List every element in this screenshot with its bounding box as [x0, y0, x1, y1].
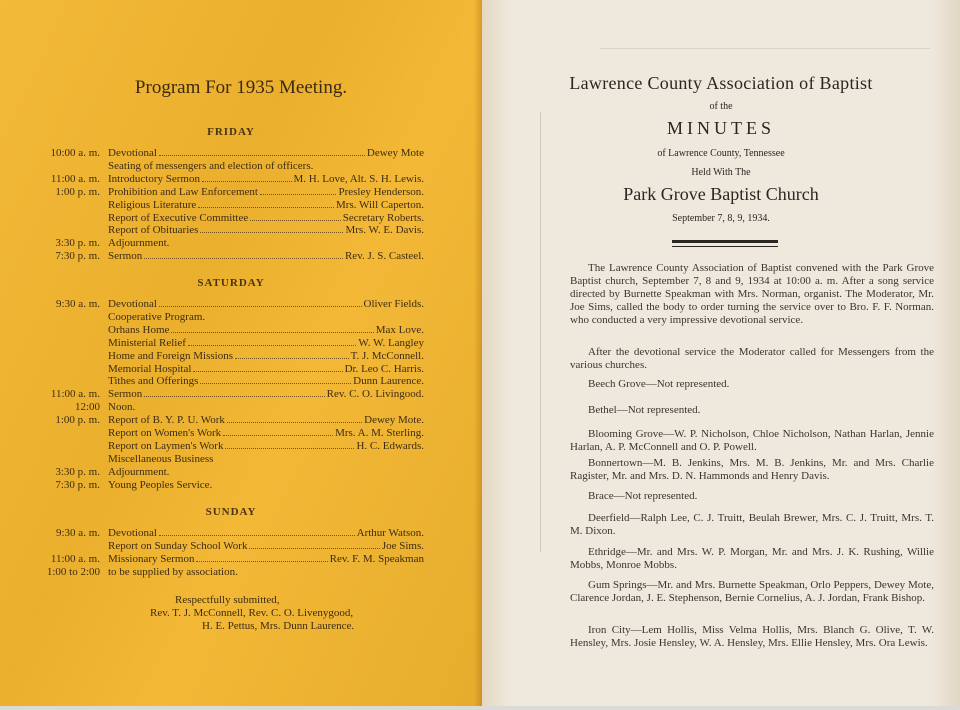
program-row [0, 527, 440, 540]
program-row [0, 147, 440, 160]
dot-leader [227, 414, 362, 423]
program-item: Noon. [108, 401, 136, 414]
dot-leader [225, 440, 354, 449]
church-messengers-entry: Iron City—Lem Hollis, Miss Velma Hollis, Mrs. Blanch G. Olive, T. W. Hensley, Mrs. Josie Hensley, W. A. Hensley, Mrs. Ellie Hensley, Mrs. Ora Lewis. [570, 624, 934, 649]
program-person: H. C. Edwards. [356, 439, 424, 452]
church-messengers-entry: Ethridge—Mr. and Mrs. W. P. Morgan, Mr. and Mrs. J. K. Rushing, Willie Mobbs, Monroe Mobbs. [570, 546, 934, 571]
program-person: Rev. C. O. Livingood. [326, 388, 424, 401]
church-messengers-entry: Bethel—Not represented. [588, 404, 701, 416]
program-row [0, 375, 440, 388]
church-messengers-entry: Bonnertown—M. B. Jenkins, Mrs. M. B. Jenkins, Mr. and Mrs. Charlie Ragister, Mr. and Mrs. D. N. Hammonds and Henry Davis. [570, 457, 934, 482]
submitted-line-2: Rev. T. J. McConnell, Rev. C. O. Livenygood, [150, 607, 354, 619]
program-row [0, 324, 440, 337]
program-item: Report on Women's Work [108, 427, 222, 439]
dot-leader [159, 147, 365, 156]
church-messengers-entry: Beech Grove—Not represented. [588, 378, 730, 390]
dot-leader [193, 363, 342, 372]
program-item: Report of Executive Committee [108, 211, 249, 224]
program-item: Prohibition and Law Enforcement [108, 185, 258, 198]
program-item: Cooperative Program. [108, 310, 206, 323]
program-item: Devotional [108, 298, 157, 310]
program-person: Rev. J. S. Casteel. [344, 250, 424, 263]
submitted-line-1: Respectfully submitted, [175, 594, 280, 606]
bleed-through-header-rule [600, 48, 930, 49]
association-title: Lawrence County Association of Baptist [569, 73, 873, 93]
program-item: Adjournment. [108, 465, 170, 478]
day-heading-friday: FRIDAY [207, 126, 255, 138]
day-heading-sunday: SUNDAY [205, 506, 257, 518]
dot-leader [196, 553, 327, 562]
program-row [0, 186, 440, 199]
program-time: 7:30 p. m. [55, 478, 100, 491]
minutes-paragraph: The Lawrence County Association of Baptist convened with the Park Grove Baptist church, September 7, 8 and 9, 1934 at 10:00 a. m. After a song service directed by Burnette Speakman with Mrs. Norman, organist. The Moderator, Mr. Joe Sims, called the body to order turning the service over to Bro. F. F. Norman. who conducted a very impressive devotional service. [570, 262, 934, 326]
church-messengers-entry: Deerfield—Ralph Lee, C. J. Truitt, Beulah Brewer, Mrs. C. J. Truitt, Mrs. T. M. Dixon. [570, 512, 934, 537]
program-row [0, 250, 440, 263]
program-row [0, 553, 440, 566]
program-time: 1:00 p. m. [55, 414, 100, 427]
program-row [0, 212, 440, 225]
title-rule-thick [672, 240, 778, 243]
program-person: T. J. McConnell. [350, 349, 424, 362]
dot-leader [198, 199, 334, 208]
program-time: 9:30 a. m. [56, 298, 100, 310]
program-item: Missionary Sermon [108, 552, 195, 565]
program-item: Sermon [108, 388, 143, 401]
program-time: 9:30 a. m. [56, 527, 100, 539]
program-time: 3:30 p. m. [55, 237, 100, 250]
dot-leader [171, 324, 373, 333]
program-item: Religious Literature [108, 198, 197, 211]
program-person: Arthur Watson. [356, 527, 424, 539]
program-person: Oliver Fields. [363, 298, 424, 310]
program-person: Dewey Mote [366, 147, 424, 159]
dot-leader [144, 250, 343, 259]
program-item: Report of Obituaries [108, 224, 199, 237]
program-person: Max Love. [375, 323, 424, 336]
page-bottom-edge [0, 706, 960, 710]
program-item: to be supplied by association. [108, 565, 238, 578]
program-time: 11:00 a. m. [50, 172, 100, 185]
program-person: Mrs. A. M. Sterling. [335, 427, 424, 439]
program-row [0, 237, 440, 250]
held-with-line: Held With The [691, 167, 751, 178]
program-item: Report on Sunday School Work [108, 539, 248, 552]
program-item: Seating of messengers and election of officers. [108, 159, 314, 172]
program-item: Miscellaneous Business [108, 452, 214, 465]
program-title: Program For 1935 Meeting. [134, 77, 348, 98]
program-person: Rev. F. M. Speakman [329, 552, 424, 565]
church-name: Park Grove Baptist Church [623, 184, 819, 204]
program-row [0, 173, 440, 186]
program-item: Home and Foreign Missions [108, 349, 233, 362]
program-time: 11:00 a. m. [50, 552, 100, 565]
program-row [0, 224, 440, 237]
program-item: Adjournment. [108, 237, 170, 250]
program-person: Dewey Mote. [364, 414, 424, 427]
church-messengers-entry: Gum Springs—Mr. and Mrs. Burnette Speakman, Orlo Peppers, Dewey Mote, Clarence Jordan, J. E. Stephenson, Bernie Cornelius, A. J. Jordan, Frank Bishop. [570, 579, 934, 604]
paper-insert-edge [484, 112, 541, 552]
dot-leader [202, 173, 292, 182]
dot-leader [144, 388, 324, 397]
minutes-paragraph: After the devotional service the Moderator called for Messengers from the various churches. [570, 346, 934, 371]
program-item: Memorial Hospital [108, 362, 192, 375]
submitted-line-3: H. E. Pettus, Mrs. Dunn Laurence. [202, 620, 355, 632]
program-row [0, 427, 440, 440]
dot-leader [249, 540, 379, 549]
program-item: Devotional [108, 147, 157, 159]
minutes-heading: MINUTES [667, 118, 775, 138]
program-person: Joe Sims. [381, 539, 424, 552]
program-time: 7:30 p. m. [55, 250, 100, 263]
program-item: Report of B. Y. P. U. Work [108, 414, 225, 427]
program-row [0, 199, 440, 212]
program-row [0, 466, 440, 479]
program-row [0, 440, 440, 453]
of-the-text: of the [709, 101, 733, 112]
program-row [0, 160, 440, 173]
dot-leader [223, 427, 333, 436]
program-row [0, 337, 440, 350]
program-person: Dr. Leo C. Harris. [344, 362, 424, 375]
program-time: 12:00 [74, 401, 100, 414]
program-row [0, 401, 440, 414]
program-time: 11:00 a. m. [50, 388, 100, 401]
program-person: Dunn Laurence. [353, 375, 424, 388]
program-person: W. W. Langley [358, 336, 424, 349]
program-item: Introductory Sermon [108, 172, 200, 185]
program-row [0, 453, 440, 466]
day-heading-saturday: SATURDAY [197, 277, 265, 289]
county-line: of Lawrence County, Tennessee [657, 148, 785, 159]
program-time: 1:00 p. m. [55, 185, 100, 198]
program-person: M. H. Love, Alt. S. H. Lewis. [293, 172, 424, 185]
dot-leader [260, 186, 336, 195]
dot-leader [200, 224, 343, 233]
program-item: Ministerial Relief [108, 336, 186, 349]
title-rule-thin [672, 246, 778, 247]
dot-leader [200, 375, 351, 384]
program-person: Mrs. Will Caperton. [336, 198, 424, 211]
program-row [0, 566, 440, 579]
dot-leader [159, 527, 355, 536]
program-row [0, 540, 440, 553]
dot-leader [159, 298, 362, 307]
meeting-dates: September 7, 8, 9, 1934. [672, 213, 770, 224]
program-row [0, 311, 440, 324]
program-row [0, 363, 440, 376]
program-time: 3:30 p. m. [55, 465, 100, 478]
program-item: Orhans Home [108, 323, 170, 336]
program-time: 10:00 a. m. [50, 147, 100, 159]
program-time: 1:00 to 2:00 [46, 565, 100, 578]
program-item: Devotional [108, 527, 157, 539]
program-row [0, 298, 440, 311]
program-person: Secretary Roberts. [342, 211, 424, 224]
program-person: Presley Henderson. [338, 185, 424, 198]
dot-leader [235, 350, 349, 359]
program-row [0, 350, 440, 363]
program-row [0, 479, 440, 492]
program-item: Sermon [108, 250, 143, 263]
program-item: Report on Laymen's Work [108, 439, 224, 452]
church-messengers-entry: Brace—Not represented. [588, 490, 698, 502]
program-row [0, 388, 440, 401]
program-item: Tithes and Offerings [108, 375, 199, 388]
dot-leader [188, 337, 357, 346]
dot-leader [250, 212, 341, 221]
program-row [0, 414, 440, 427]
church-messengers-entry: Blooming Grove—W. P. Nicholson, Chloe Nicholson, Nathan Harlan, Jennie Harlan, A. P. McConnell and O. P. Powell. [570, 428, 934, 453]
program-person: Mrs. W. E. Davis. [345, 224, 424, 237]
program-item: Young Peoples Service. [108, 478, 213, 491]
